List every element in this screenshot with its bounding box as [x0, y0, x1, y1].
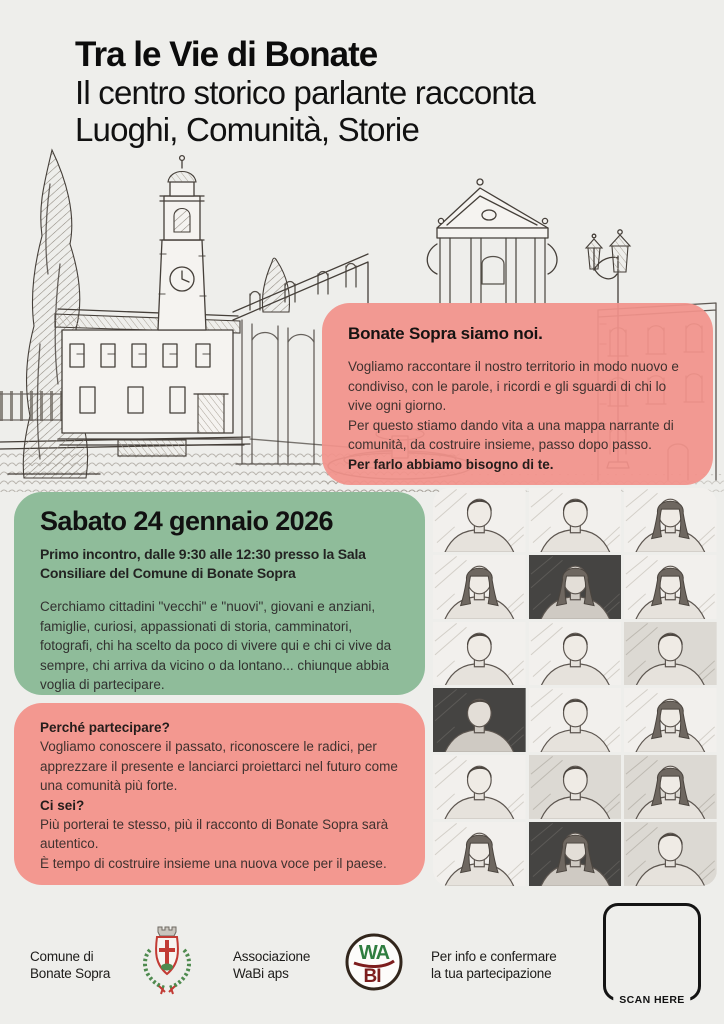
intro-card [322, 303, 713, 485]
portrait-sketch [433, 488, 526, 552]
portrait-sketch [433, 755, 526, 819]
why-body3: È tempo di costruire insieme una nuova voce per il paese. [40, 855, 387, 871]
portrait-sketch [529, 488, 622, 552]
wabi-logo-bottom-text: BI [363, 966, 381, 987]
portrait-grid [433, 488, 717, 886]
portrait-sketch [624, 488, 717, 552]
portrait-sketch [529, 622, 622, 686]
portrait-sketch [624, 822, 717, 886]
scan-here-label: SCAN HERE [613, 994, 690, 1006]
event-description: Cerchiamo cittadini "vecchi" e "nuovi", giovani e anziani, famiglie, curiosi, appassionati di storia, camminatori, fotografi, chi ha scelto da poco di vivere qui e chi ci vive da sempre, chi arriva da vicino o da lontano... chiunque abbia voglia di partecipare. [40, 599, 392, 692]
why-body1: Vogliamo conoscere il passato, riconoscere le radici, per apprezzare il presente e lanciarci proiettarci nel futuro come una comunità più forte. [40, 739, 398, 794]
portrait-sketch [624, 622, 717, 686]
intro-card-body1: Vogliamo raccontare il nostro territorio in modo nuovo e condiviso, con le parole, i ricordi e gli sguardi di chi lo vive ogni giorno. [348, 359, 679, 413]
church-facade-sketch [427, 179, 557, 303]
intro-card-call-to-action: Per farlo abbiamo bisogno di te. [348, 456, 554, 472]
poster-subtitle-line2: Luoghi, Comunità, Storie [75, 111, 420, 148]
portrait-sketch [529, 822, 622, 886]
wabi-logo-top-text: WA [358, 942, 390, 964]
intro-card-heading: Bonate Sopra siamo noi. [348, 324, 543, 343]
portrait-sketch [529, 688, 622, 752]
portrait-sketch [529, 555, 622, 619]
event-when-where: Primo incontro, dalle 9:30 alle 12:30 presso la Sala Consiliare del Comune di Bonate Sopra [40, 546, 366, 581]
clock-tower-sketch [158, 156, 206, 330]
poster-header [75, 36, 535, 148]
poster-title: Tra le Vie di Bonate [75, 35, 378, 74]
association-label: Associazione WaBi aps [233, 949, 311, 981]
event-card [14, 492, 425, 695]
why-body2: Più porterai te stesso, più il racconto di Bonate Sopra sarà autentico. [40, 817, 389, 852]
qr-scan-frame [603, 903, 701, 1006]
why-heading: Perché partecipare? [40, 720, 170, 735]
event-date-heading: Sabato 24 gennaio 2026 [40, 506, 333, 536]
municipality-label: Comune di Bonate Sopra [30, 949, 111, 981]
ci-sei-heading: Ci sei? [40, 797, 85, 813]
portrait-sketch [624, 555, 717, 619]
portrait-sketch [433, 688, 526, 752]
poster-subtitle-line1: Il centro storico parlante racconta [75, 74, 535, 111]
portrait-sketch [433, 822, 526, 886]
info-label: Per info e confermare la tua partecipazione [431, 949, 557, 981]
portrait-sketch [433, 555, 526, 619]
wabi-logo [344, 932, 404, 992]
intro-card-body2: Per questo stiamo dando vita a una mappa narrante di comunità, da costruire insieme, passo dopo passo. [348, 417, 674, 452]
portrait-sketch [624, 755, 717, 819]
portrait-sketch [433, 622, 526, 686]
portrait-sketch [529, 755, 622, 819]
why-card [14, 703, 425, 885]
portrait-sketch [624, 688, 717, 752]
bonate-sopra-coat-of-arms [141, 924, 193, 996]
